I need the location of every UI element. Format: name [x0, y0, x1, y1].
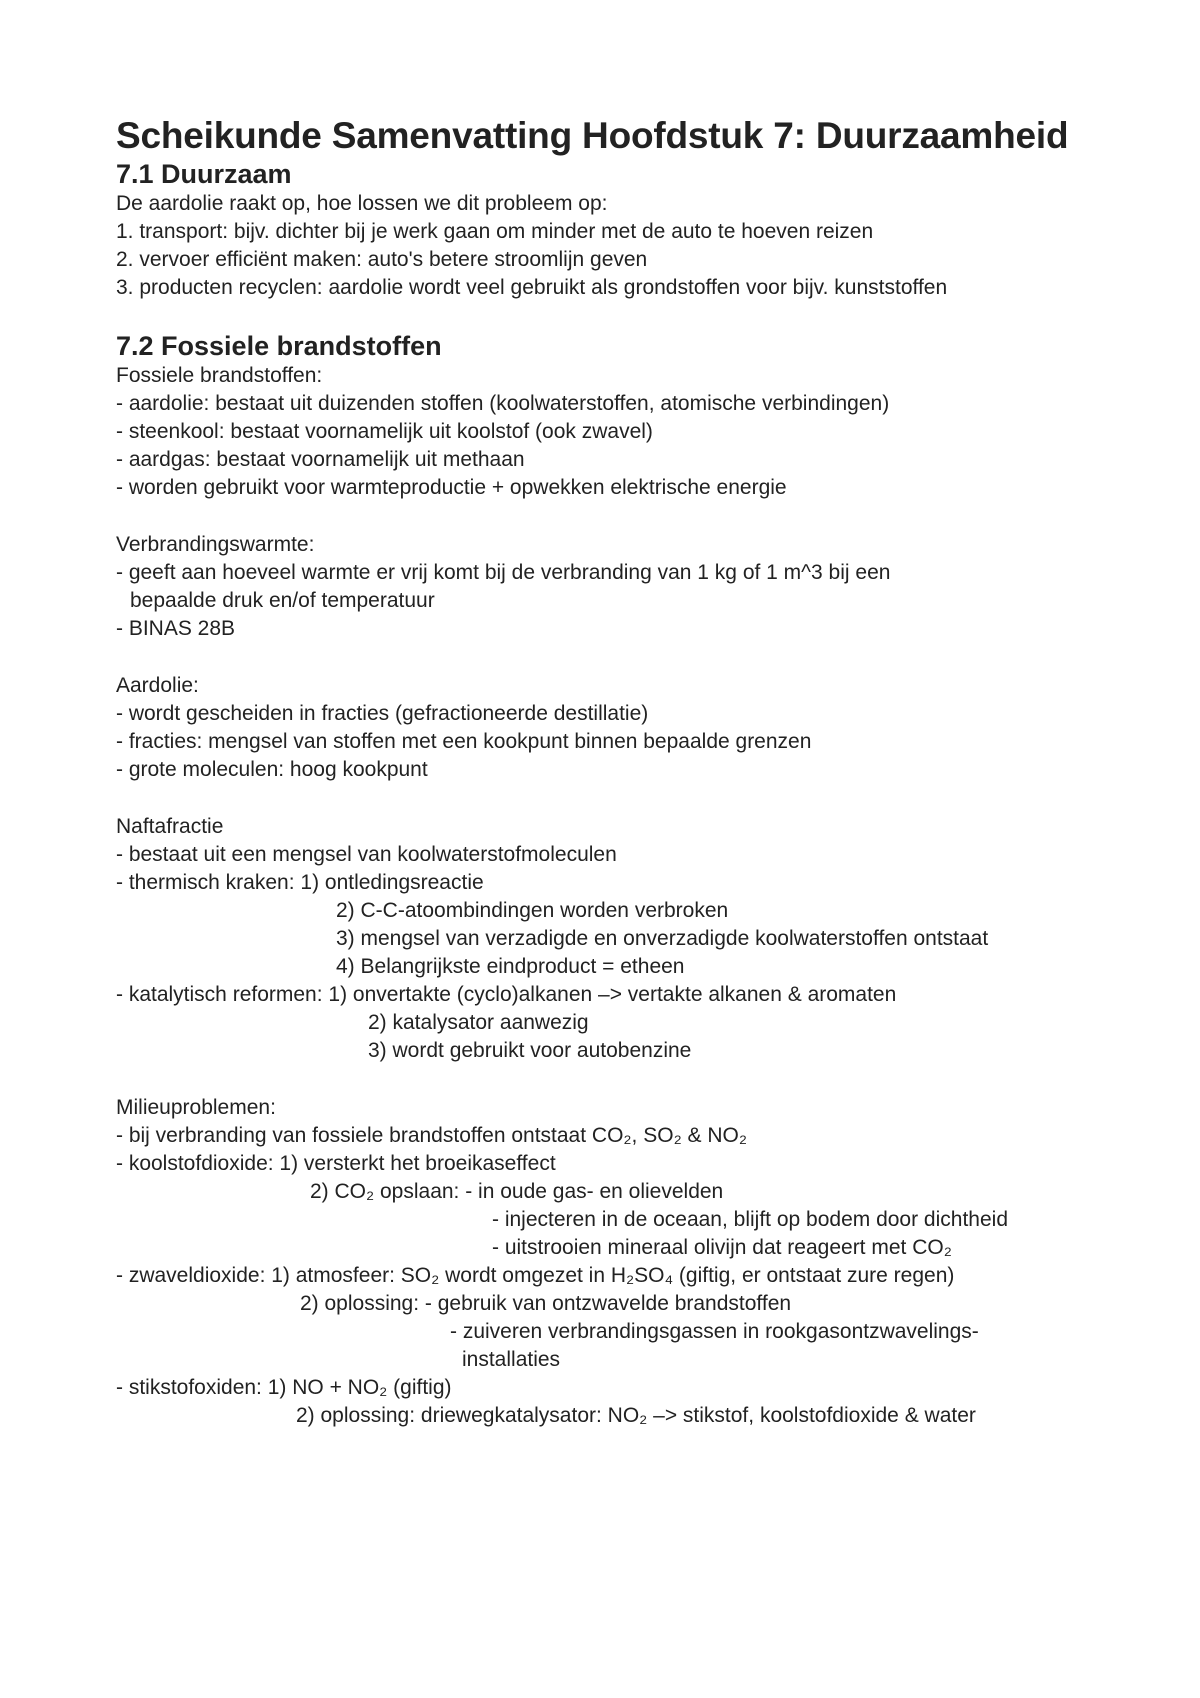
text-line: - grote moleculen: hoog kookpunt	[116, 758, 428, 781]
text-line: - worden gebruikt voor warmteproductie + opwekken elektrische energie	[116, 476, 787, 499]
section-heading-7-1: 7.1 Duurzaam	[116, 159, 292, 189]
document-title: Scheikunde Samenvatting Hoofdstuk 7: Duurzaamheid	[116, 115, 1069, 156]
text-line: De aardolie raakt op, hoe lossen we dit probleem op:	[116, 192, 608, 215]
text-line: - stikstofoxiden: 1) NO + NO₂ (giftig)	[116, 1376, 452, 1399]
section-heading-7-2: 7.2 Fossiele brandstoffen	[116, 331, 442, 361]
text-line: - bestaat uit een mengsel van koolwaterstofmoleculen	[116, 843, 617, 866]
text-line: - BINAS 28B	[116, 617, 236, 640]
text-line: - katalytisch reformen: 1) onvertakte (cyclo)alkanen –> vertakte alkanen & aromaten	[116, 983, 897, 1006]
text-line: bepaalde druk en/of temperatuur	[130, 589, 435, 612]
text-line: Fossiele brandstoffen:	[116, 364, 323, 387]
text-line: Milieuproblemen:	[116, 1096, 276, 1119]
text-line: 2) oplossing: - gebruik van ontzwavelde brandstoffen	[300, 1292, 792, 1315]
text-line: 2) C-C-atoombindingen worden verbroken	[336, 899, 729, 922]
text-line: - geeft aan hoeveel warmte er vrij komt bij de verbranding van 1 kg of 1 m^3 bij een	[116, 561, 891, 584]
text-line: - zuiveren verbrandingsgassen in rookgasontzwavelings-	[450, 1320, 979, 1343]
text-line: - aardgas: bestaat voornamelijk uit methaan	[116, 448, 525, 471]
text-line: - injecteren in de oceaan, blijft op bodem door dichtheid	[492, 1208, 1008, 1231]
text-line: Naftafractie	[116, 815, 224, 838]
text-line: 2) CO₂ opslaan: - in oude gas- en olievelden	[310, 1180, 724, 1203]
text-line: - zwaveldioxide: 1) atmosfeer: SO₂ wordt omgezet in H₂SO₄ (giftig, er ontstaat zure regen)	[116, 1264, 955, 1287]
text-line: - wordt gescheiden in fracties (gefractioneerde destillatie)	[116, 702, 649, 725]
text-line: Aardolie:	[116, 674, 199, 697]
text-line: - fracties: mengsel van stoffen met een kookpunt binnen bepaalde grenzen	[116, 730, 812, 753]
text-line: 3) mengsel van verzadigde en onverzadigde koolwaterstoffen ontstaat	[336, 927, 989, 950]
text-line: - thermisch kraken: 1) ontledingsreactie	[116, 871, 484, 894]
text-line: 3. producten recyclen: aardolie wordt veel gebruikt als grondstoffen voor bijv. kunststoffen	[116, 276, 948, 299]
text-line: - bij verbranding van fossiele brandstoffen ontstaat CO₂, SO₂ & NO₂	[116, 1124, 748, 1147]
text-line: 2) oplossing: driewegkatalysator: NO₂ –> stikstof, koolstofdioxide & water	[296, 1404, 976, 1427]
text-line: 4) Belangrijkste eindproduct = etheen	[336, 955, 685, 978]
text-line: - aardolie: bestaat uit duizenden stoffen (koolwaterstoffen, atomische verbindingen)	[116, 392, 890, 415]
text-line: - uitstrooien mineraal olivijn dat reageert met CO₂	[492, 1236, 952, 1259]
text-line: 3) wordt gebruikt voor autobenzine	[368, 1039, 692, 1062]
text-line: - steenkool: bestaat voornamelijk uit koolstof (ook zwavel)	[116, 420, 653, 443]
text-line: installaties	[462, 1348, 561, 1371]
text-line: 1. transport: bijv. dichter bij je werk gaan om minder met de auto te hoeven reizen	[116, 220, 874, 243]
text-line: - koolstofdioxide: 1) versterkt het broeikaseffect	[116, 1152, 556, 1175]
text-line: 2. vervoer efficiënt maken: auto's betere stroomlijn geven	[116, 248, 648, 271]
text-line: Verbrandingswarmte:	[116, 533, 315, 556]
text-line: 2) katalysator aanwezig	[368, 1011, 589, 1034]
